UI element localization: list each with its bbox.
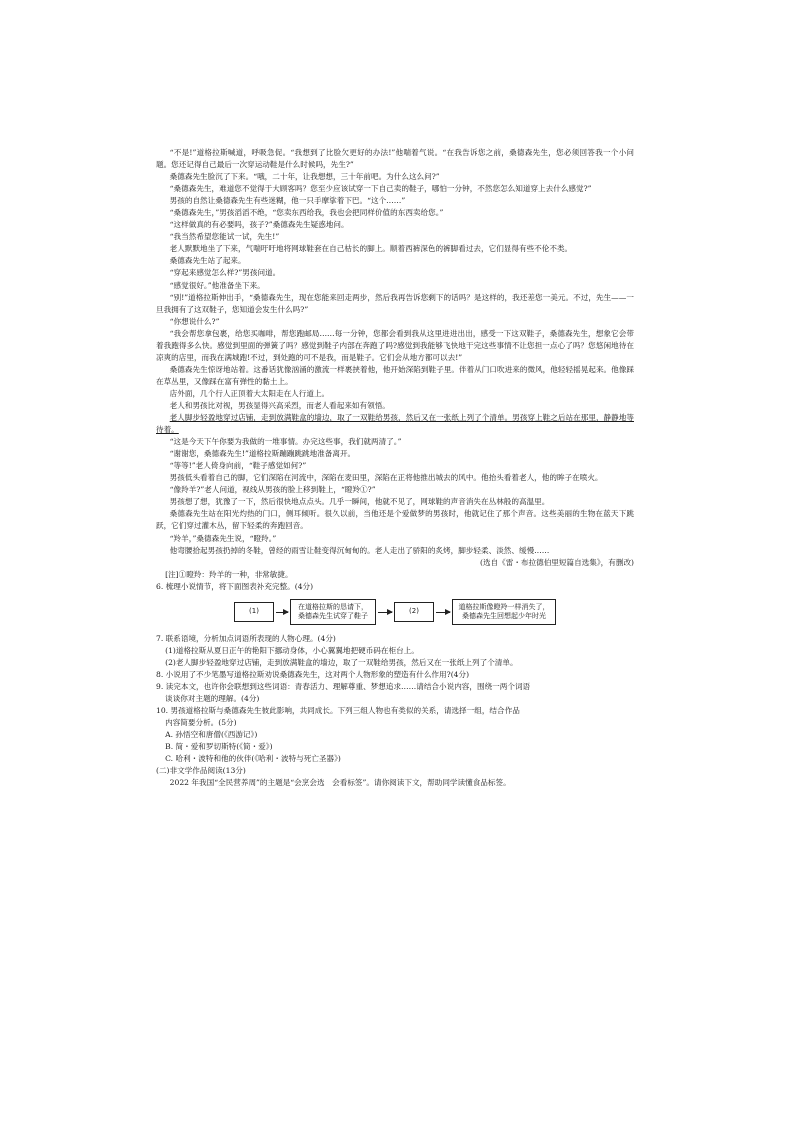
story-paragraph: “像羚羊?”老人问道，视线从男孩的脸上移到鞋上，“瞪羚①?” — [169, 485, 376, 495]
story-paragraph: 桑德森先生惊讶地站着。这番话犹像汹涌的激流一样裹挟着他，他开始深陷到鞋子里。伴着从门口吹进来的微风，他轻轻摇晃起来。他像踩在草丛里，又像踩在富有弹性的黏土上。 — [156, 364, 634, 386]
plot-flowchart — [156, 595, 634, 629]
question-7: 7. 联系语境，分析加点词语所表现的人物心理。(4分) — [156, 633, 336, 643]
story-paragraph: 老人默默地坐了下来，气喘吁吁地将网球鞋套在自己枯长的脚上。顺着西裤深色的裤脚看过去，它们显得有些不伦不类。 — [169, 244, 573, 254]
story-paragraph: “别!”道格拉斯伸出手，“桑德森先生，现在您能来回走两步，然后我再告诉您剩下的话吗？是这样的，我还差您一美元。不过，先生——一旦我拥有了这双鞋子，您知道会发生什么吗?” — [156, 292, 634, 314]
question-8: 8. 小说用了不少笔墨写道格拉斯劝说桑德森先生，这对两个人物形象的塑造有什么作用?(4分) — [156, 669, 470, 679]
flow-blank-box-1 — [234, 602, 274, 622]
story-body — [156, 147, 634, 581]
story-paragraph: “我会帮您拿包裹，给您买咖啡，帮您跑邮局……每一分钟，您都会看到我从这里进进出出，感受一下这双鞋子，桑德森先生，想象它会带着我跑得多么快。感觉到里面的弹簧了吗？感觉到鞋子内部在奔跑了吗?感觉到我能够飞快地干完这些事情不让您担一点心了吗？您悠闲地待在凉爽的店里，而我在满城跑!不过，到处跑的可不是我，而是鞋子。它们会从地方都可以去!” — [156, 328, 634, 362]
flow-blank-label-1: (1) — [249, 607, 259, 616]
section-2-intro: 2022 年我国“全民营养周”的主题是“会烹会选 会看标签”。请你阅读下文，帮助同学读懂食品标签。 — [169, 778, 511, 788]
flow-box-2-line1: 在道格拉斯的恳请下， — [298, 602, 368, 611]
flow-box-4-line1: 道格拉斯像瞪羚一样消失了， — [458, 602, 550, 611]
story-source: (选自《雷・布拉德伯里短篇自选集》，有删改) — [480, 557, 634, 567]
flow-arrow-icon — [436, 612, 450, 613]
question-10-option-b: B. 简・爱和罗切斯特(《简・爱》) — [165, 742, 273, 752]
question-9: 9. 读完本文，也许你会联想到这些词语：青春活力、理解尊重、梦想追求……请结合小说内容，围绕一两个词语 — [156, 681, 531, 691]
story-paragraph: 老人和男孩比对视，男孩显得兴高采烈，而老人看起来如有领悟。 — [169, 400, 390, 410]
story-paragraph: 男孩的自然让桑德森先生有些迷糊，他一只手摩挲着下巴。“这个……” — [169, 196, 406, 206]
story-paragraph: “桑德森先生，难道您不觉得于大顾客吗？您至少应该试穿一下自己卖的鞋子，哪怕一分钟，不然您怎么知道穿上去什么感觉?” — [169, 184, 592, 194]
flow-box-2 — [290, 599, 376, 625]
story-paragraph: 店外面，几个行人正顶着大太阳走在人行道上。 — [169, 388, 330, 398]
question-10-cont: 内容简要分析。(5分) — [165, 718, 237, 728]
story-paragraph: “这样做真的有必要吗，孩子?”桑德森先生疑惑地问。 — [169, 220, 349, 230]
story-paragraph: 桑德森先生脸沉了下来。“哦，二十年，让我想想，三十年前吧。为什么这么问?” — [169, 172, 440, 182]
question-7-part-2: (2)老人脚步轻盈地穿过店铺，走到放满鞋盒的墙边，取了一双鞋给男孩，然后又在一张纸上列了个清单。 — [165, 657, 518, 667]
flow-blank-label-2: (2) — [409, 607, 419, 616]
story-paragraph: “穿起来感觉怎么样?”男孩问道。 — [169, 268, 281, 278]
story-paragraph: “这是今天下午你要为我做的一堆事情。办完这些事，我们就两清了。” — [169, 437, 402, 447]
story-paragraph: “等等!”老人倚身向前，“鞋子感觉如何?” — [169, 461, 307, 471]
story-footnote: [注]①瞪羚：羚羊的一种，非常敏捷。 — [165, 569, 293, 579]
story-paragraph: 他弯腰拾起男孩扔掉的冬鞋，曾经的雨雪让鞋变得沉甸甸的。老人走出了骄阳的炙烤，脚步轻柔、淡然、缓慢…… — [169, 545, 550, 555]
question-10: 10. 男孩道格拉斯与桑德森先生彼此影响，共同成长。下列三组人物也有类似的关系，请选择一组，结合作品 — [156, 706, 520, 716]
story-paragraph: “我当然希望您能试一试，先生!” — [169, 232, 280, 242]
story-paragraph: 桑德森先生站在阳光灼热的门口，侧耳倾听。很久以前，当他还是个爱做梦的男孩时，他就记住了那个声音。这些美丽的生物在蓝天下跳跃，它们穿过灌木丛，留下轻柔的奔跑回音。 — [156, 509, 634, 531]
story-paragraph: “谢谢您，桑德森先生!”道格拉斯蹦蹦跳跳地准备离开。 — [169, 449, 356, 459]
question-6: 6. 梳理小说情节，将下面图表补充完整。(4分) — [156, 581, 314, 591]
question-10-option-a: A. 孙悟空和唐僧(《西游记》) — [165, 730, 258, 740]
flow-box-2-line2: 桑德森先生试穿了鞋子 — [298, 611, 368, 620]
flow-blank-box-2 — [394, 602, 434, 622]
question-9-cont: 谈谈你对主题的理解。(4分) — [165, 693, 260, 703]
question-10-option-c: C. 哈利・波特和他的伙伴(《哈利・波特与死亡圣器》) — [165, 754, 341, 764]
flow-arrow-icon — [276, 612, 288, 613]
story-paragraph: “不是!”道格拉斯喊道，呼吸急促。“我想到了比脸欠更好的办法!”他喘着气说。“在我告诉您之前，桑德森先生，您必须回答我一个小问题。您还记得自己最后一次穿运动鞋是什么时候吗，先生?” — [156, 148, 634, 170]
flow-arrow-icon — [378, 612, 392, 613]
story-paragraph: 桑德森先生站了起来。 — [169, 256, 246, 266]
story-paragraph: 男孩想了想，犹豫了一下，然后很快地点点头。几乎一瞬间，他就不见了，网球鞋的声音消失在丛林般的高温里。 — [169, 497, 550, 507]
story-paragraph: 男孩低头看着自己的脚，它们深陷在河流中，深陷在麦田里，深陷在正将他推出城去的风中。他抬头看着老人，他的眸子在喷火。 — [169, 473, 603, 483]
question-7-part-1: (1)道格拉斯从夏日正午的艳阳下挪动身体，小心翼翼地把硬币码在柜台上。 — [165, 645, 419, 655]
story-paragraph: “你想说什么?” — [169, 316, 220, 326]
flow-box-4-line2: 桑德森先生回想起少年时光 — [462, 611, 546, 620]
exam-content — [156, 147, 634, 789]
story-paragraph: “感觉很好。”他准备坐下来。 — [169, 280, 265, 290]
story-paragraph: “桑德森先生，”男孩滔滔不绝，“您卖东西给我，我也会把同样价值的东西卖给您。” — [169, 208, 444, 218]
section-2-title: (二)非文学作品阅读(13分) — [156, 766, 246, 776]
flow-box-4 — [452, 599, 556, 625]
underlined-paragraph: 老人脚步轻盈地穿过店铺，走到放满鞋盒的墙边，取了一双鞋给男孩，然后又在一张纸上列了个清单。男孩穿上鞋之后站在那里，静静地等待着。 — [156, 413, 634, 435]
story-paragraph: “羚羊，”桑德森先生说，“瞪羚。” — [169, 533, 277, 543]
